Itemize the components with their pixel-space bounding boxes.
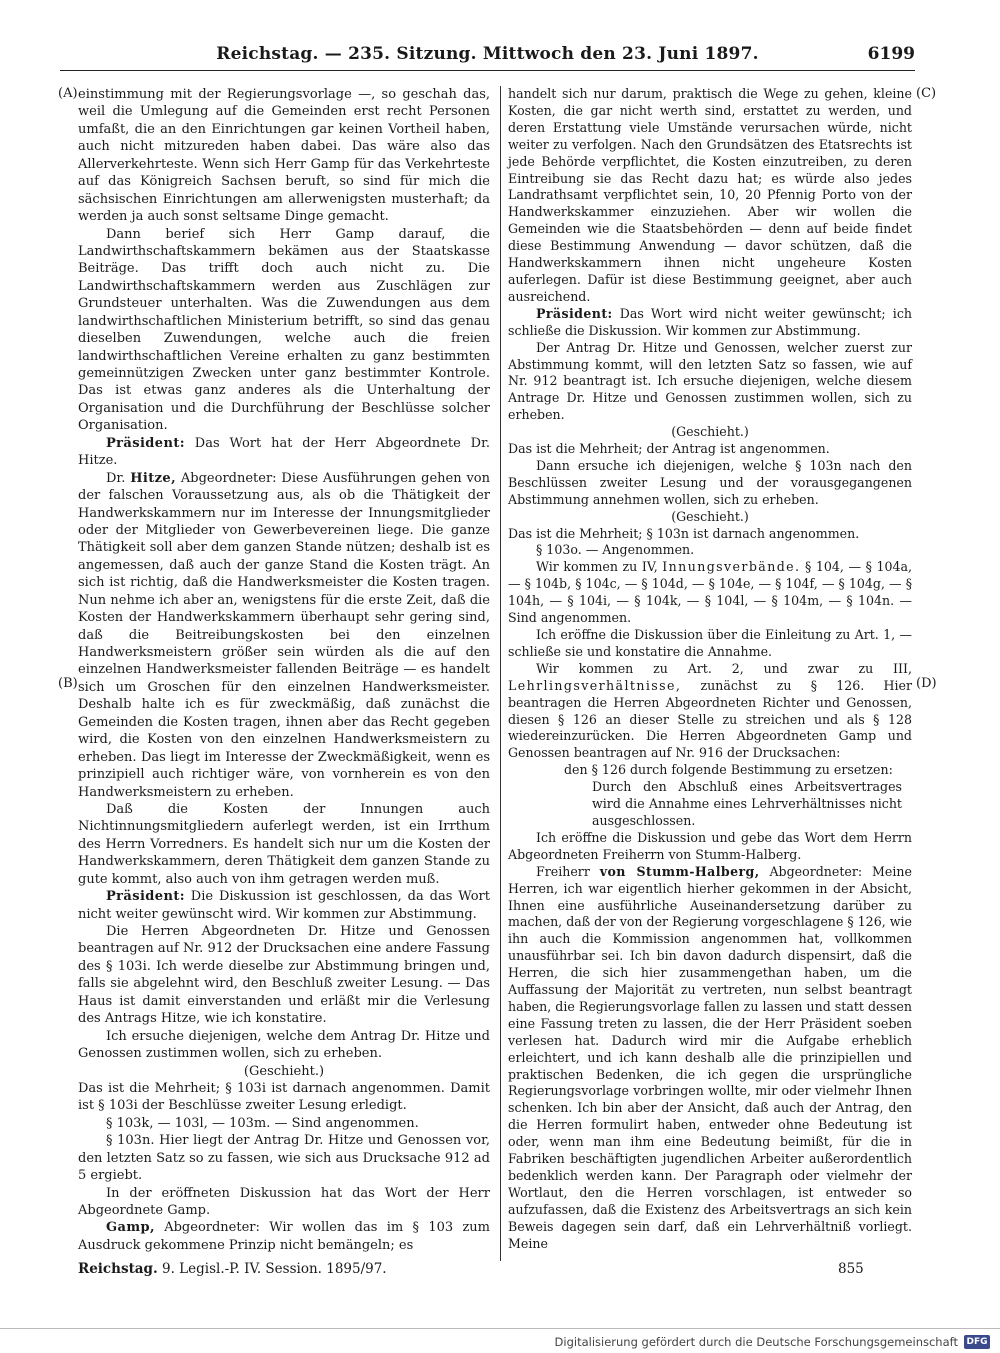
speaker-name: Präsident: <box>536 305 613 321</box>
paragraph: § 103k, — 103l, — 103m. — Sind angenommen. <box>106 1115 419 1131</box>
dfg-logo-icon: DFG <box>964 1335 990 1349</box>
paragraph: Freiherr von Stumm-Halberg, Abgeordneter: Meine Herren, ich war eigentlich hierher gekommen in der Absicht, Ihnen eine ausführliche Auseinandersetzung darüber zu machen, daß der von der Regierung vorgeschlagene § 126, wie ihn auch die Kommission angenommen hat, vollkommen unausführbar sei. Ich bin davon dadurch dispensirt, daß die Herren, die sich hier zusammengethan haben, um die Auffassung der Majorität zu vertreten, nun selbst beantragt haben, die Regierungsvorlage fallen zu lassen und statt dessen eine Fassung treten zu lassen, die der Herr Präsident soeben verlesen hat. Dadurch wird mir die Aufgabe erheblich erleichtert, und ich kann deshalb alle die prinzipiellen und praktischen Bedenken, die ich gegen die ursprüngliche Regierungsvorlage vorbringen wollte, mir oder vielmehr Ihnen schenken. Ich bin aber der Ansicht, daß auch der Antrag, den die Herren formulirt haben, entweder ohne Bedeutung ist oder, wenn man ihm eine Bedeutung beimißt, für die in Fabriken beschäftigten jugendlichen Arbeiter außerordentlich bedenklich werden kann. Der Paragraph oder vielmehr der Wortlaut, den die Herren vorschlagen, ist entweder so aufzufassen, daß die Existenz des Arbeitsvertrags an sich kein Beweis dagegen sein darf, daß ein Lehrverhältniß vorliegt. Meine <box>508 863 912 1251</box>
paragraph: Das ist die Mehrheit; der Antrag ist angenommen. <box>508 441 830 457</box>
header-rule <box>60 70 915 71</box>
paragraph: Die Herren Abgeordneten Dr. Hitze und Genossen beantragen auf Nr. 912 der Drucksachen eine andere Fassung des § 103i. Ich werde dieselbe zur Abstimmung bringen und, falls sie abgelehnt wird, den Beschluß zweiter Lesung. — Das Haus ist damit einverstanden und erläßt mir die Verlesung des Antrags Hitze, wie ich konstatire. <box>78 924 490 1027</box>
margin-mark-b: (B) <box>58 676 78 691</box>
section-heading: Innungsverbände. <box>662 559 801 575</box>
stage-direction: (Geschieht.) <box>671 508 749 524</box>
speaker-name: Präsident: <box>106 889 185 905</box>
paragraph: Wir kommen zu IV, Innungsverbände. § 104, — § 104a, — § 104b, § 104c, — § 104d, — § 104e, — § 104f, — § 104g, — § 104h, — § 104i, — § 104k, — § 104l, — § 104m, — § 104n. — Sind angenommen. <box>508 559 913 626</box>
paragraph: Ich ersuche diejenigen, welche dem Antrag Dr. Hitze und Genossen zustimmen wollen, sich zu erheben. <box>78 1028 490 1062</box>
header-title: Reichstag. — 235. Sitzung. Mittwoch den 23. Juni 1897. <box>216 44 759 64</box>
speaker-name: von Stumm-Halberg, <box>599 863 760 879</box>
paragraph: Präsident: Das Wort wird nicht weiter gewünscht; ich schließe die Diskussion. Wir kommen zur Abstimmung. <box>508 305 912 338</box>
paragraph: Dann ersuche ich diejenigen, welche § 103n nach den Beschlüssen zweiter Lesung und der vorausgegangenen Abstimmung annehmen wollen, sich zu erheben. <box>508 457 912 507</box>
paragraph: Gamp, Abgeordneter: Wir wollen das im § 103 zum Ausdruck gekommene Prinzip nicht bemängeln; es <box>78 1220 490 1253</box>
dfg-divider <box>0 1328 1000 1329</box>
margin-mark-c: (C) <box>916 86 937 101</box>
paragraph: Dr. Hitze, Abgeordneter: Diese Ausführungen gehen von der falschen Voraussetzung aus, als ob die Thätigkeit der Handwerkskammern nur im Interesse der Innungsmitglieder oder der Mitglieder von Gewerbevereinen liege. Die ganze Thätigkeit soll aber dem ganzen Stande nützen; deshalb ist es angemessen, daß auch der ganze Stand die Kosten trägt. An sich ist richtig, daß die Handwerksmeister die Kosten tragen. Nun nehme ich aber an, wenigstens für die erste Zeit, daß die Kosten der Handwerkskammern überhaupt sehr gering sind, daß die Beitreibungskosten bei den einzelnen Handwerksmeistern größer sein würden als die auf den einzelnen Handwerksmeister fallenden Beiträge — es handelt sich um Groschen für den einzelnen Handwerksmeister. Deshalb halte ich es für zweckmäßig, daß zunächst die Gemeinden die Kosten tragen, ihnen aber das Recht gegeben wird, die Kosten von den einzelnen Handwerksmeistern zu erheben. Das liegt im Interesse der Zweckmäßigkeit, wenn es prinzipiell auch richtiger wäre, von vornherein es von den Handwerksmeistern zu erheben. <box>78 470 490 800</box>
footer-reference: Reichstag. 9. Legisl.-P. IV. Session. 1895/97. <box>78 1261 387 1277</box>
paragraph: Wir kommen zu Art. 2, und zwar zu III, Lehrlingsverhältnisse, zunächst zu § 126. Hier beantragen die Herren Abgeordneten Richter und Genossen, diesen § 126 an dieser Stelle zu streichen und als § 128 wiedereinzurücken. Die Herren Abgeordneten Gamp und Genossen beantragen auf Nr. 916 der Drucksachen: <box>508 660 912 761</box>
section-heading: Lehrlingsverhältnisse, <box>508 677 682 693</box>
page-header <box>60 40 915 70</box>
right-column <box>508 86 912 1266</box>
column-divider <box>500 86 501 1261</box>
paragraph: handelt sich nur darum, praktisch die Wege zu gehen, kleine Kosten, die gar nicht werth sind, erstattet zu werden, und deren Erstattung viele Umstände verursachen würde, nicht weiter zu verfolgen. Nach den Grundsätzen des Etatsrechts ist jede Behörde verpflichtet, die Kosten einzutreiben, zu deren Eintreibung sie das Recht dazu hat; es würde also jedes Landrathsamt verpflichtet sein, 10, 20 Pfennig Porto von der Handwerkskammer einzuziehen. Aber wir wollen die Gemeinden wie die Staatsbehörden — denn auf beide findet diese Bestimmung Anwendung — davor schützen, daß die Handwerkskammern ihnen nicht ungeheure Kosten auferlegen. Dafür ist diese Bestimmung geeignet, aber auch ausreichend. <box>508 86 912 304</box>
speaker-name: Hitze, <box>130 470 177 486</box>
page-number: 6199 <box>867 44 915 64</box>
paragraph: Der Antrag Dr. Hitze und Genossen, welcher zuerst zur Abstimmung kommt, will den letzten Satz so fassen, wie auf Nr. 912 beantragt ist. Ich ersuche diejenigen, welche diesem Antrage Dr. Hitze und Genossen zustimmen wollen, sich zu erheben. <box>508 339 912 423</box>
paragraph: einstimmung mit der Regierungsvorlage —, so geschah das, weil die Umlegung auf die Gemeinden erst recht Personen umfaßt, die an den Einrichtungen gar keinen Vortheil haben, auch nicht mitzureden haben dabei. Das wäre also das Allerverkehrteste. Wenn sich Herr Gamp für das Verkehrteste auf das Königreich Sachsen beruft, so sind für mich die sächsischen Einrichtungen am allerwenigsten musterhaft; da werden ja auch sonst seltsame Dinge gemacht. <box>78 87 490 225</box>
margin-mark-a: (A) <box>58 86 78 101</box>
paragraph: § 103n. Hier liegt der Antrag Dr. Hitze und Genossen vor, den letzten Satz so zu fassen, wie sich aus Drucksache 912 ad 5 ergiebt. <box>78 1133 490 1184</box>
paragraph: Das ist die Mehrheit; § 103i ist darnach angenommen. Damit ist § 103i der Beschlüsse zweiter Lesung erledigt. <box>78 1080 490 1114</box>
dfg-credit <box>555 1334 990 1350</box>
paragraph: § 103o. — Angenommen. <box>536 542 695 558</box>
dfg-credit-text: Digitalisierung gefördert durch die Deutsche Forschungsgemeinschaft <box>554 1335 958 1349</box>
paragraph: Ich eröffne die Diskussion und gebe das Wort dem Herrn Abgeordneten Freiherrn von Stumm-Halberg. <box>508 829 912 862</box>
quoted-motion: den § 126 durch folgende Bestimmung zu ersetzen: <box>564 762 893 778</box>
signature-number: 855 <box>838 1261 864 1277</box>
margin-mark-d: (D) <box>916 676 937 691</box>
paragraph: Dann berief sich Herr Gamp darauf, die Landwirthschaftskammern bekämen aus der Staatskasse Beiträge. Das trifft doch auch nicht zu. Die Landwirthschaftskammern werden aus Zuschlägen zur Grundsteuer unterhalten. Was die Zuwendungen aus dem landwirthschaftlichen Ministerium betrifft, so sind das genau dieselben Zuwendungen, welche auch die freien landwirthschaftlichen Vereine erhalten zu ganz bestimmten gemeinnützigen Zwecken unter ganz bestimmter Kontrole. Das ist etwas ganz anderes als die Unterhaltung der Organisation und die Durchführung der Beschlüsse solcher Organisation. <box>78 226 490 434</box>
stage-direction: (Geschieht.) <box>671 424 749 440</box>
paragraph: In der eröffneten Diskussion hat das Wort der Herr Abgeordnete Gamp. <box>78 1185 490 1218</box>
speaker-name: Gamp, <box>106 1220 155 1236</box>
paragraph: Ich eröffne die Diskussion über die Einleitung zu Art. 1, — schließe sie und konstatire die Annahme. <box>508 627 912 659</box>
paragraph: Das ist die Mehrheit; § 103n ist darnach angenommen. <box>508 525 860 541</box>
speaker-name: Präsident: <box>106 435 185 451</box>
quoted-text: Durch den Abschluß eines Arbeitsvertrages wird die Annahme eines Lehrverhältnisses nicht ausgeschlossen. <box>592 779 902 828</box>
paragraph: Präsident: Das Wort hat der Herr Abgeordnete Dr. Hitze. <box>78 435 490 469</box>
stage-direction: (Geschieht.) <box>243 1063 325 1079</box>
paragraph: Daß die Kosten der Innungen auch Nichtinnungsmitgliedern auferlegt werden, ist ein Irrthum des Herrn Vorredners. Es handelt sich nur um die Kosten der Handwerkskammern, deren Thätigkeit dem ganzen Stande zu gute kommt, also auch von ihm getragen werden muß. <box>78 801 490 887</box>
left-column <box>78 86 490 1266</box>
paragraph: Präsident: Die Diskussion ist geschlossen, da das Wort nicht weiter gewünscht wird. Wir kommen zur Abstimmung. <box>78 889 490 922</box>
